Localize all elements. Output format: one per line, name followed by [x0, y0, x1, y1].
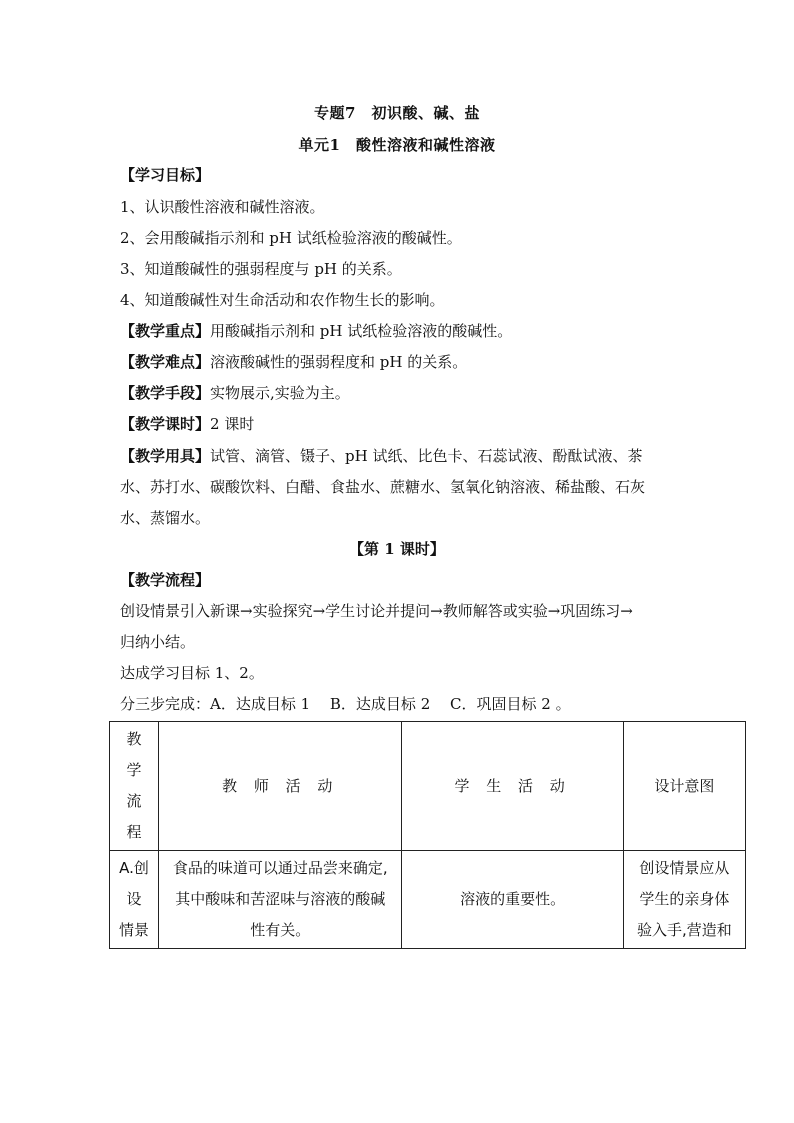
- row1-process-line: 情景: [119, 921, 150, 939]
- tools-label: 【教学用具】: [120, 447, 211, 465]
- key-point-label: 【教学重点】: [120, 322, 211, 340]
- row1-design-line: 学生的亲身体: [639, 890, 730, 908]
- table-header-row: [110, 722, 746, 851]
- row1-process-cell: [110, 851, 159, 949]
- hours-text: 2 课时: [210, 415, 255, 433]
- tools-line-3: 水、蒸馏水。: [120, 509, 211, 527]
- row1-process-line: 设: [126, 890, 142, 908]
- flow-steps-line: 分三步完成：A．达成目标 1 B．达成目标 2 C．巩固目标 2 。: [120, 695, 571, 713]
- flow-heading: 【教学流程】: [120, 571, 211, 589]
- row1-teacher-line: 性有关。: [250, 921, 311, 939]
- row1-teacher-line: 食品的味道可以通过品尝来确定,: [172, 859, 388, 877]
- flow-goal-line: 达成学习目标 1、2。: [120, 664, 264, 682]
- key-point-text: 用酸碱指示剂和 pH 试纸检验溶液的酸碱性。: [210, 322, 513, 340]
- header-process-char: 程: [126, 823, 142, 841]
- row1-student-cell: 溶液的重要性。: [402, 851, 623, 949]
- header-process-char: 教: [126, 730, 142, 748]
- row1-teacher-line: 其中酸味和苦涩味与溶液的酸碱: [175, 890, 386, 908]
- row1-design-cell: [623, 851, 745, 949]
- header-design-cell: 设计意图: [623, 722, 745, 851]
- means-line: [120, 383, 685, 403]
- means-text: 实物展示,实验为主。: [210, 384, 350, 402]
- goal-item-2: 2、会用酸碱指示剂和 pH 试纸检验溶液的酸碱性。: [120, 229, 462, 247]
- header-process-char: 流: [126, 792, 142, 810]
- header-teacher-cell: 教 师 活 动: [159, 722, 402, 851]
- flow-line-1: 创设情景引入新课→实验探究→学生讨论并提问→教师解答或实验→巩固练习→: [120, 602, 633, 620]
- tools-line-1: [120, 446, 685, 466]
- topic-title: 专题7 初识酸、碱、盐: [314, 104, 480, 122]
- teaching-flow-table: [109, 721, 746, 949]
- goal-item-3: 3、知道酸碱性的强弱程度与 pH 的关系。: [120, 260, 402, 278]
- key-point-line: [120, 321, 685, 341]
- table-row: [110, 851, 746, 949]
- means-label: 【教学手段】: [120, 384, 211, 402]
- difficulty-text: 溶液酸碱性的强弱程度和 pH 的关系。: [210, 353, 468, 371]
- header-process-cell: [110, 722, 159, 851]
- row1-design-line: 验入手,营造和: [637, 921, 732, 939]
- header-student-cell: 学 生 活 动: [402, 722, 623, 851]
- row1-process-line: A.创: [119, 859, 149, 877]
- row1-teacher-cell: [159, 851, 402, 949]
- lesson-heading: 【第 1 课时】: [349, 540, 445, 558]
- header-process-char: 学: [126, 761, 142, 779]
- row1-design-line: 创设情景应从: [639, 859, 730, 877]
- tools-line-2: 水、苏打水、碳酸饮料、白醋、食盐水、蔗糖水、氢氧化钠溶液、稀盐酸、石灰: [120, 478, 646, 496]
- flow-line-2: 归纳小结。: [120, 633, 196, 651]
- difficulty-label: 【教学难点】: [120, 353, 211, 371]
- hours-line: [120, 414, 685, 434]
- hours-label: 【教学课时】: [120, 415, 211, 433]
- goal-item-1: 1、认识酸性溶液和碱性溶液。: [120, 198, 325, 216]
- tools-text-1: 试管、滴管、镊子、pH 试纸、比色卡、石蕊试液、酚酞试液、茶: [210, 447, 643, 465]
- unit-title: 单元1 酸性溶液和碱性溶液: [298, 136, 496, 154]
- goal-item-4: 4、知道酸碱性对生命活动和农作物生长的影响。: [120, 291, 445, 309]
- difficulty-line: [120, 352, 685, 372]
- goals-heading: 【学习目标】: [120, 166, 211, 184]
